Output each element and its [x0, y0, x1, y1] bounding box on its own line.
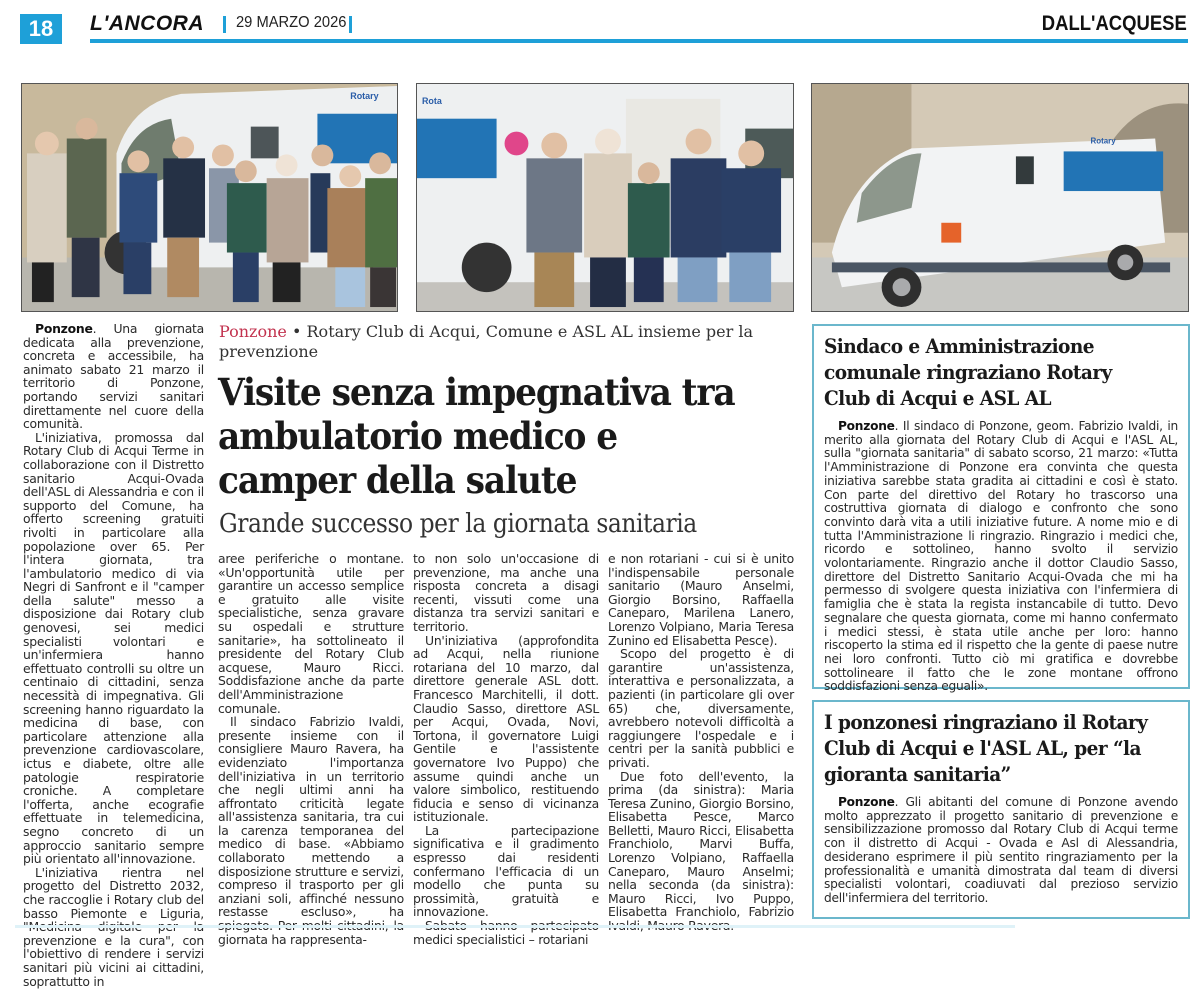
svg-text:Rota: Rota [421, 95, 442, 106]
article-overline [219, 322, 779, 362]
photo-group-at-camper-door [416, 83, 794, 312]
photo-group-by-van [21, 83, 398, 312]
sidebox-body: Ponzone. Gli abitanti del comune di Ponzone avendo molto apprezzato il progetto sanitario di prevenzione e sensibilizzazione promosso dal Rotary Club di Acqui terme con il distretto di Acqui - Ovada e Asl di Alessandria, desiderano esprimere il più sentito ringraziamento per la professionalità e umanità dimostrata dal team di diversi specialisti volontari, coadiuvati dal prezioso servizio dell'infermiera del territorio. [824, 795, 1178, 905]
page-number: 18 [20, 14, 62, 44]
overline-text: Rotary Club di Acqui, Comune e ASL AL insieme per la prevenzione [219, 322, 754, 361]
lead-word: Ponzone [35, 321, 93, 336]
article-paragraph: L'iniziativa, promossa dal Rotary Club di Acqui Terme in collaborazione con il Distretto sanitario Acqui-Ovada dell'ASL di Alessandria e con il supporto del Comune, ha offerto screening gratuiti rivolti in particolare alla popolazione over 65. Per l'intera giornata, tra l'ambulatorio medico di via Negri di Sanfront e il "camper della salute" messo a disposizione dai Rotary club genovesi, sei medici specialisti volontari e un'infermiera hanno effettuato controlli su oltre un centinaio di cittadini, senza necessità di impegnativa. Gli screening hanno riguardato la medicina di base, con particolare attenzione alla prevenzione cardiovascolare, ictus e diabete, oltre alle patologie respiratorie croniche. A completare l'offerta, anche ecografie effettuate in telemedicina, segno concreto di un approccio sanitario sempre più orientato all'innovazione. [23, 429, 204, 867]
article-paragraph: medici specialistici – rotariani [413, 931, 589, 947]
sidebox-citizens-thanks [812, 700, 1188, 919]
article-paragraph: Ponzone. Una giornata dedicata alla prevenzione, concreta e accessibile, ha animato sabato 21 marzo il territorio di Ponzone, portando servizi sanitari direttamente nel cuore della comunità. [23, 321, 204, 432]
article-paragraph: Il sindaco Fabrizio Ivaldi, presente insieme con il consigliere Mauro Ravera, ha evidenziato l'importanza dell'iniziativa in un territorio che negli ultimi anni ha affrontato criticità legate all'assistenza sanitaria, tra cui la carenza temporanea del medico di base. «Abbiamo collaborato mettendo a disposizione strutture e servizi, compreso il trasporto per gli anziani soli, affinché nessuno restasse escluso», ha giornata ha rappresenta- [218, 714, 404, 947]
article-column-1 [23, 322, 204, 988]
lead-word: Ponzone [838, 419, 895, 433]
overline-bullet: • [291, 322, 302, 341]
article-paragraph: La partecipazione significativa e il gradimento espresso dai residenti confermano l'efficacia di un modello che punta su prossimità, gratuità e innovazione. [413, 822, 599, 920]
section-title: DALL'ACQUESE [1041, 12, 1187, 35]
header-separator [349, 16, 352, 33]
svg-text:Rotary: Rotary [350, 90, 379, 101]
article-headline: Visite senza impegnativa tra ambulatorio medico e camper della salute [218, 370, 735, 502]
article-subhead: Grande successo per la giornata sanitaria [219, 509, 697, 539]
svg-text:Rotary: Rotary [1090, 136, 1116, 146]
article-column-2 [218, 552, 404, 946]
masthead-logo: L'ANCORA [90, 12, 204, 35]
header-separator [223, 16, 226, 33]
photo-camper-in-square [811, 83, 1189, 312]
article-column-4 [608, 552, 794, 933]
sidebox-title: Sindaco e Amministrazione comunale ringraziano Rotary Club di Acqui e ASL AL [824, 335, 1112, 410]
issue-date: 29 MARZO 2026 [236, 14, 347, 31]
article-column-3 [413, 552, 599, 946]
sidebox-body: Ponzone. Il sindaco di Ponzone, geom. Fabrizio Ivaldi, in merito alla giornata del Rotary Club di Acqui e l'ASL AL, sulla "giornata sanitaria" di sabato scorso, 21 marzo: «Tutta l'Amministrazione di Ponzone era convinta che questa iniziativa sarebbe stata gradita ai cittadini e così è stato. Con parte del direttivo del Rotary ho trascorso una costruttiva giornata di dialogo e confronto che sono convinto darà vita a utili iniziative future. A nome mio e di tutta l'Amministrazione li ringrazio. Ringrazio i medici che, ricordo e sottolineo, hanno svolto il servizio volontariamente. Ringrazio anche il dottor Claudio Sasso, direttore del Distretto Sanitario Acqui-Ovada che mi ha permesso di svolgere questa iniziativa con l'infermiera di famiglia che è stata la regista instancabile di tutto. Devo segnalare che questa giornata, come mi hanno confermato i medici stessi, è stata utile anche per loro: hanno riscoperto la stima ed il rispetto che la gente di paese nutre nei loro confronti. Tutto ciò mi gratifica e dovrebbe sottolineare il fatto che le zone montane offrono soddisfazioni senza eguali». [824, 419, 1178, 694]
article-paragraph: Due foto dell'evento, la prima (da sinistra): Maria Teresa Zunino, Giorgio Borsino, Elisabetta Pesce, Marco Belletti, Mauro Ricci, Elisabetta Franchiolo, Marvi Buffa, Lorenzo Volpiano, Raffaella Caneparo, Mauro Anselmi; nella seconda (da sinistra): Mauro Ricci, Ivo Puppo, Elisabetta Franchiolo, Fabrizio [608, 768, 794, 920]
article-paragraph: L'iniziativa rientra nel progetto del Distretto 2032, che raccoglie i Rotary club del basso Piemonte e Liguria, prevenzione e la cura", con l'obiettivo di rendere i servizi sanitari più vicini ai cittadini, soprattutto in [23, 864, 204, 989]
article-paragraph: aree periferiche o montane. «Un'opportunità utile per garantire un accesso semplice e gratuito alle visite specialistiche, senza gravare su ospedali e strutture sanitarie», ha sottolineato il presidente del Rotary Club acquese, Mauro Ricci. Soddisfazione anche da parte dell'Amministrazione comunale. [218, 551, 404, 716]
article-paragraph: e non rotariani - cui si è unito l'indispensabile personale sanitario (Mauro Anselmi, Giorgio Borsino, Raffaella Caneparo, Marilena Lanero, Lorenzo Volpiano, Maria Teresa Zunino ed Elisabetta Pesce). [608, 551, 794, 648]
article-paragraph: Un'iniziativa (approfondita ad Acqui, nella riunione rotariana del 10 marzo, dal direttore generale ASL dott. Francesco Marchitelli, il dott. Claudio Sasso, direttore ASL per Acqui, Ovada, Novi, Tortona, il governatore Luigi Gentile e l'assistente governatore Ivo Puppo) che assume quindi anche un valore simbolico, restituendo fiducia e senso di vicinanza istituzionale. [413, 632, 599, 825]
overline-place: Ponzone [219, 322, 287, 341]
article-paragraph: Scopo del progetto è di garantire un'assistenza, interattiva e personalizzata, a pazienti (in particolare gli over 65) che, diversamente, avrebbero notevoli difficoltà a raggiungere l'ospedale e i centri per la sanità pubblici e privati. [608, 646, 794, 770]
lead-word: Ponzone [838, 795, 895, 809]
article-paragraph: to non solo un'occasione di prevenzione, ma anche una risposta concreta a disagi recenti, vissuti come una distanza tra servizi sanitari e territorio. [413, 551, 599, 634]
bottom-rule [15, 925, 1015, 928]
sidebox-mayor-thanks [812, 324, 1188, 694]
header-rule [90, 39, 1188, 43]
sidebox-title: I ponzonesi ringraziano il Rotary Club di Acqui e l'ASL AL, per “la gioranta sanitaria” [824, 711, 1148, 786]
